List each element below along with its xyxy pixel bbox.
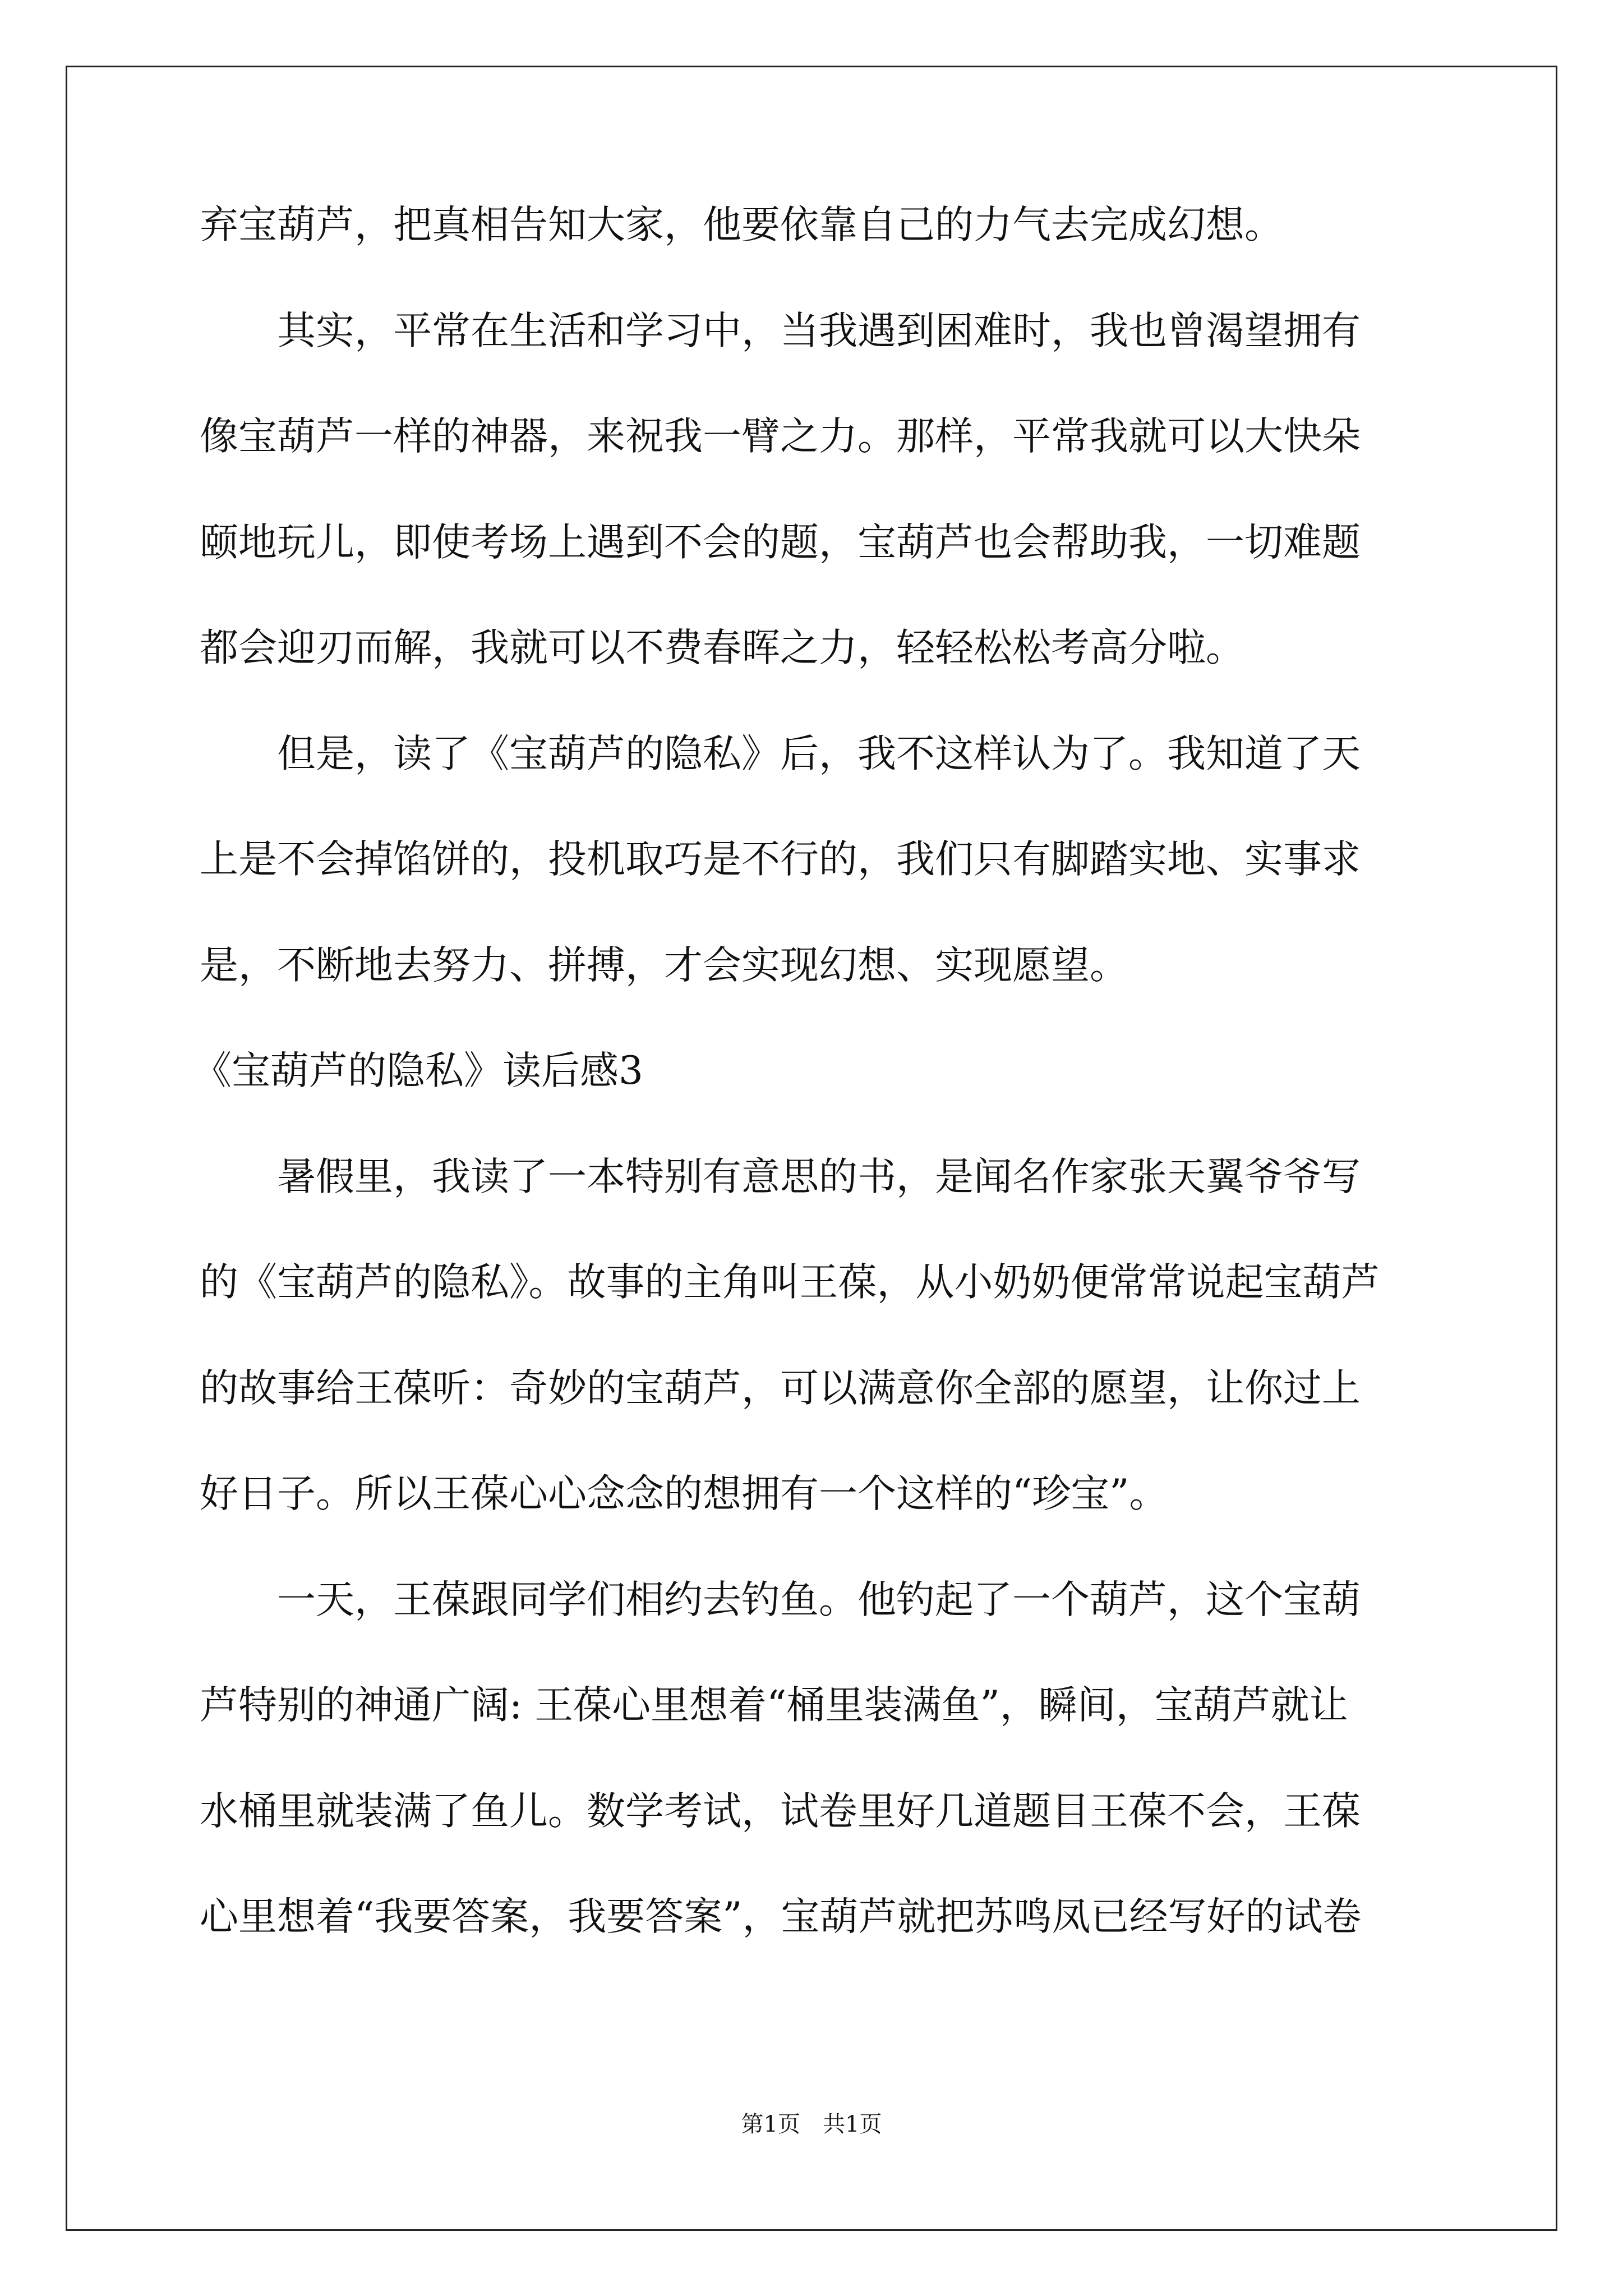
text-line: 的故事给王葆听：奇妙的宝葫芦，可以满意你全部的愿望，让你过上 bbox=[200, 1366, 1361, 1411]
text-line: 是，不断地去努力、拼搏，才会实现幻想、实现愿望。 bbox=[200, 943, 1128, 988]
text-line: 像宝葫芦一样的神器，来祝我一臂之力。那样，平常我就可以大快朵 bbox=[200, 414, 1361, 459]
text-line: 心里想着“我要答案，我要答案”，宝葫芦就把苏鸣凤已经写好的试卷 bbox=[200, 1894, 1362, 1939]
text-line: 弃宝葫芦，把真相告知大家，他要依靠自己的力气去完成幻想。 bbox=[200, 203, 1283, 247]
section-heading: 《宝葫芦的隐私》读后感3 bbox=[193, 1048, 643, 1093]
text-line: 上是不会掉馅饼的，投机取巧是不行的，我们只有脚踏实地、实事求 bbox=[200, 837, 1361, 882]
page-footer: 第1页 共1页 bbox=[741, 2111, 882, 2137]
text-line: 的《宝葫芦的隐私》。故事的主角叫王葆，从小奶奶便常常说起宝葫芦 bbox=[200, 1260, 1380, 1305]
text-line: 好日子。所以王葆心心念念的想拥有一个这样的“珍宝”。 bbox=[200, 1471, 1168, 1516]
text-line: 暑假里，我读了一本特别有意思的书，是闻名作家张天翼爷爷写 bbox=[200, 1154, 1361, 1199]
text-line: 水桶里就装满了鱼儿。数学考试，试卷里好几道题目王葆不会，王葆 bbox=[200, 1789, 1361, 1834]
text-line: 芦特别的神通广阔: 王葆心里想着“桶里装满鱼”，瞬间，宝葫芦就让 bbox=[200, 1683, 1348, 1728]
text-line: 但是，读了《宝葫芦的隐私》后，我不这样认为了。我知道了天 bbox=[200, 731, 1361, 776]
text-line: 一天，王葆跟同学们相约去钓鱼。他钓起了一个葫芦，这个宝葫 bbox=[200, 1577, 1361, 1622]
text-line: 颐地玩儿，即使考场上遇到不会的题，宝葫芦也会帮助我，一切难题 bbox=[200, 520, 1361, 565]
text-line: 其实，平常在生活和学习中，当我遇到困难时，我也曾渴望拥有 bbox=[200, 309, 1361, 353]
text-line: 都会迎刃而解，我就可以不费春晖之力，轻轻松松考高分啦。 bbox=[200, 625, 1244, 670]
